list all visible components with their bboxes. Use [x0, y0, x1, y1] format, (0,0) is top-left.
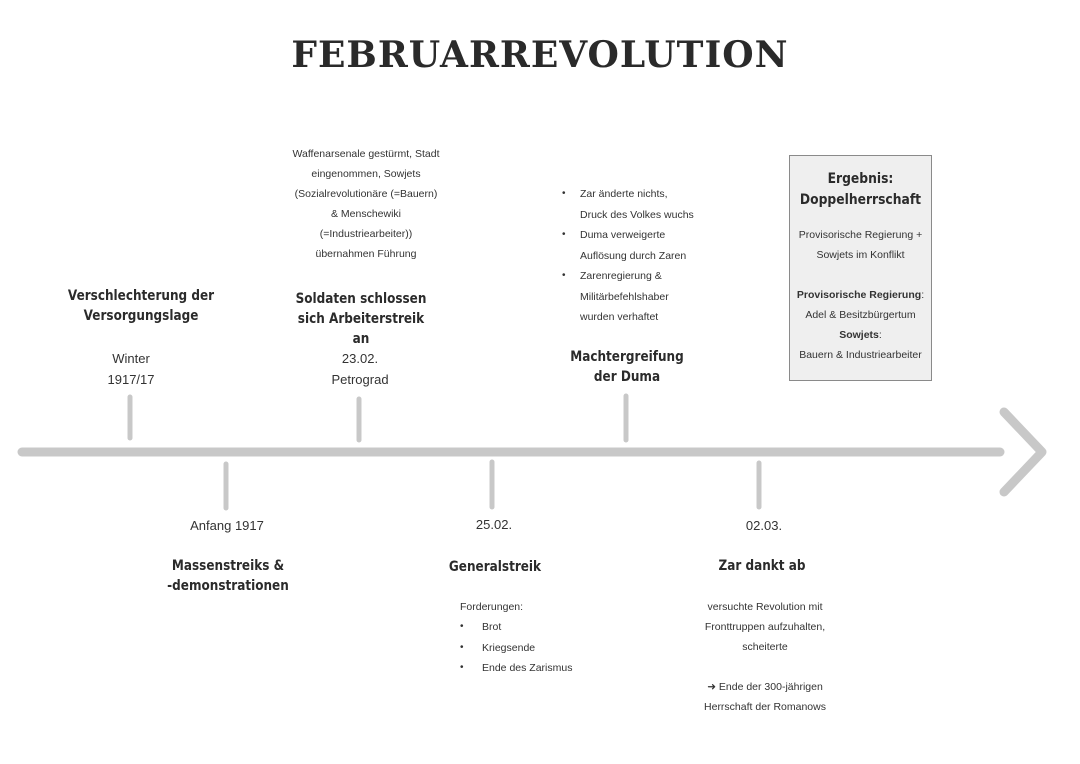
event-heading: Massenstreiks & -demonstrationen [167, 558, 289, 594]
timeline-arrowhead [1004, 412, 1042, 492]
event-heading: Verschlechterung der Versorgungslage [67, 288, 215, 324]
event-heading: Generalstreik [448, 559, 542, 575]
list-item: • Kriegsende [460, 641, 536, 654]
list-item: • Brot [460, 621, 502, 633]
event-date: Anfang 1917 [190, 518, 264, 533]
page-title: FEBRUARREVOLUTION [291, 34, 789, 76]
event-duma-bullets [562, 184, 722, 328]
result-box [789, 155, 932, 381]
event-02-03 [692, 556, 832, 576]
result-details: Provisorische Regierung: Adel & Besitzbürgertum Sowjets: Bauern & Industriearbeiter [796, 289, 925, 361]
result-summary: Provisorische Regierung + Sowjets im Konflikt [798, 229, 923, 261]
event-heading: Zar dankt ab [718, 558, 806, 574]
event-date: Winter 1917/17 [107, 351, 155, 387]
event-winter [56, 286, 226, 326]
event-date: 23.02. Petrograd [331, 351, 389, 387]
result-title: Ergebnis: Doppelherrschaft [799, 171, 922, 208]
event-notes: versuchte Revolution mit Fronttruppen aufzuhalten, scheiterte ➜ Ende der 300-jährigen Herrschaft der Romanows [704, 601, 826, 713]
list-item: • Zarenregierung & Militärbefehlshaber wurden verhaftet [562, 270, 669, 323]
list-item: • Duma verweigerte Auflösung durch Zaren [562, 229, 687, 262]
event-demands [460, 597, 620, 679]
list-item: • Zar änderte nichts, Druck des Volkes wuchs [562, 188, 694, 221]
list-item: • Ende des Zarismus [460, 662, 573, 674]
event-heading: Machtergreifung der Duma [570, 349, 684, 385]
event-25-02 [425, 557, 565, 577]
event-23-02 [276, 289, 446, 349]
demands-label: Forderungen: [460, 601, 524, 613]
event-anfang-1917 [143, 556, 313, 596]
event-notes: Waffenarsenale gestürmt, Stadt eingenommen, Sowjets (Sozialrevolutionäre (=Bauern) & Menschewiki (=Industriearbeiter)) übernahmen Führung [292, 148, 440, 260]
event-date: 02.03. [745, 518, 783, 533]
event-duma [547, 347, 707, 387]
event-heading: Soldaten schlossen sich Arbeiterstreik an [295, 291, 427, 347]
event-date: 25.02. [475, 517, 513, 532]
